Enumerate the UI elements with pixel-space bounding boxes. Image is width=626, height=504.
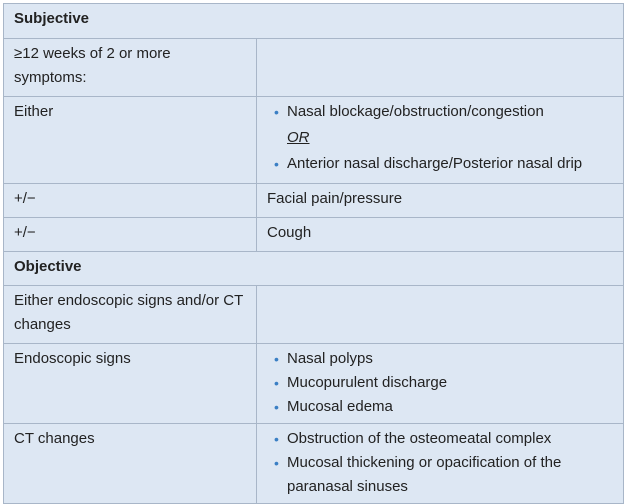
either-list-b [267, 152, 613, 176]
duration-label: ≥12 weeks of 2 or more symptoms: [4, 39, 257, 97]
endoscopic-list [267, 347, 613, 419]
either-objective-label: Either endoscopic signs and/or CT changes [4, 286, 257, 344]
table-row [4, 218, 624, 252]
ct-label: CT changes [4, 424, 257, 504]
either-label: Either [4, 97, 257, 184]
endoscopic-value [257, 344, 624, 424]
table-row [4, 344, 624, 424]
endoscopic-label: Endoscopic signs [4, 344, 257, 424]
facial-value: Facial pain/pressure [257, 184, 624, 218]
list-item: • Nasal blockage/obstruction/congestion [267, 100, 613, 124]
list-item: • Nasal polyps [267, 347, 613, 371]
either-list-a [267, 100, 613, 124]
criteria-table [3, 3, 624, 504]
table-row [4, 286, 624, 344]
either-value [257, 97, 624, 184]
cough-value: Cough [257, 218, 624, 252]
list-item: • Anterior nasal discharge/Posterior nasal drip [267, 152, 613, 176]
table-row [4, 184, 624, 218]
list-item: • Mucosal thickening or opacification of the paranasal sinuses [267, 451, 613, 499]
or-text: OR [287, 129, 310, 146]
subjective-header-row [4, 4, 624, 39]
ct-value [257, 424, 624, 504]
table-row [4, 424, 624, 504]
table-row [4, 97, 624, 184]
subjective-header: Subjective [4, 4, 624, 39]
ct-list [267, 427, 613, 499]
duration-value [257, 39, 624, 97]
facial-label: +/− [4, 184, 257, 218]
list-item: • Mucosal edema [267, 395, 613, 419]
either-objective-value [257, 286, 624, 344]
table-row [4, 39, 624, 97]
objective-header-row [4, 252, 624, 286]
list-item: • Obstruction of the osteomeatal complex [267, 427, 613, 451]
objective-header: Objective [4, 252, 624, 286]
list-item: • Mucopurulent discharge [267, 371, 613, 395]
cough-label: +/− [4, 218, 257, 252]
